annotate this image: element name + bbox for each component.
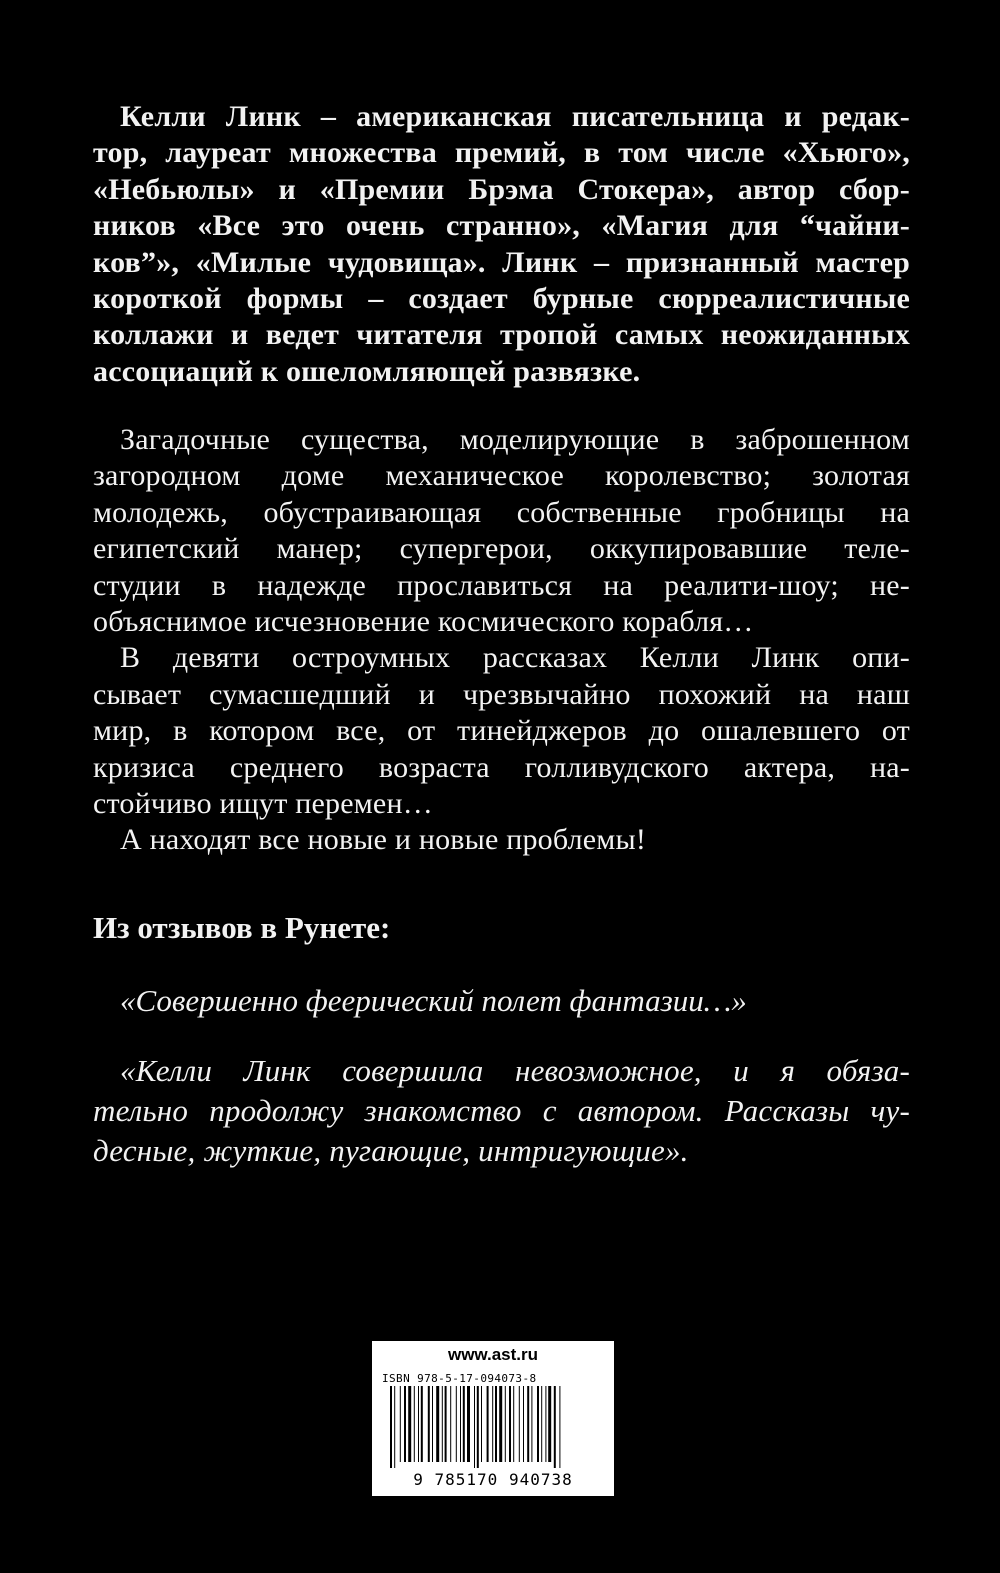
- barcode-bar: [499, 1386, 502, 1462]
- barcode-bar: [481, 1386, 482, 1462]
- barcode-bar: [414, 1386, 415, 1462]
- text-line: «Келли Линк совершила невозможное, и я обяза-: [120, 1053, 910, 1088]
- barcode-bar: [495, 1386, 497, 1462]
- barcode-bar: [548, 1386, 551, 1462]
- barcode-bar: [432, 1386, 433, 1462]
- barcode-bar: [537, 1386, 539, 1462]
- text-line: Келли Линк – американская писательница и редак-: [120, 100, 910, 133]
- barcode-bar: [559, 1386, 560, 1468]
- text-line: мир, в котором все, от тинейджеров до ошалевшего от: [93, 714, 910, 748]
- text-line: тельно продолжу знакомство с автором. Рассказы чу-: [93, 1093, 910, 1128]
- barcode-bar: [450, 1386, 451, 1462]
- barcode-panel: [372, 1341, 614, 1496]
- text-line: В девяти остроумных рассказах Келли Линк опи-: [120, 641, 910, 675]
- barcode-bar: [456, 1386, 457, 1462]
- text-line: ков”», «Милые чудовища». Линк – признанный мастер: [93, 245, 910, 279]
- barcode-digits: 9 785170 940738: [413, 1470, 573, 1489]
- barcode-bar: [492, 1386, 493, 1462]
- text-line: загородном доме механическое королевство; золотая: [93, 459, 910, 493]
- text-line: объяснимое исчезновение космического корабля…: [93, 604, 754, 638]
- barcode-bar: [418, 1386, 419, 1462]
- text-line: молодежь, обустраивающая собственные гробницы на: [93, 495, 910, 529]
- barcode-bar: [460, 1386, 461, 1462]
- barcode-bar: [527, 1386, 529, 1462]
- text-line: А находят все новые и новые проблемы!: [120, 823, 647, 857]
- annotation-paragraph: [93, 422, 910, 859]
- isbn-label: ISBN 978-5-17-094073-8: [382, 1372, 537, 1385]
- barcode-bar: [404, 1386, 406, 1462]
- barcode-bar: [394, 1386, 395, 1468]
- barcode-bar: [400, 1386, 401, 1462]
- barcode-bar: [477, 1386, 479, 1468]
- text-line: ассоциаций к ошеломляющей развязке.: [93, 354, 641, 388]
- text-line: коллажи и ведет читателя тропой самых неожиданных: [93, 318, 910, 352]
- text-line: «Небьюлы» и «Премии Брэма Стокера», автор сбор-: [93, 172, 910, 206]
- barcode-bar: [523, 1386, 524, 1462]
- barcode-bar: [505, 1386, 506, 1462]
- text-line: египетский манер; супергерои, оккупировавшие теле-: [93, 532, 910, 566]
- barcode-bars: [378, 1386, 608, 1470]
- text-line: стойчиво ищут перемен…: [93, 786, 433, 820]
- barcode-bar: [442, 1386, 443, 1462]
- barcode-bar: [390, 1386, 392, 1468]
- barcode-bar: [474, 1386, 475, 1468]
- intro-paragraph: [93, 99, 910, 390]
- barcode-bar: [408, 1386, 411, 1462]
- barcode-bar: [519, 1386, 520, 1462]
- barcode-bar: [541, 1386, 542, 1462]
- barcode-bar: [554, 1386, 556, 1468]
- barcode-bar: [509, 1386, 511, 1462]
- text-line: сывает сумасшедший и чрезвычайно похожий на наш: [93, 677, 910, 711]
- text-line: короткой формы – создает бурные сюрреалистичные: [93, 281, 910, 315]
- text-line: ников «Все это очень странно», «Магия для “чайни-: [93, 209, 910, 243]
- review-quote: [93, 1051, 910, 1171]
- text-line: десные, жуткие, пугающие, интригующие».: [93, 1133, 689, 1168]
- review-quote: «Совершенно феерический полет фантазии…»: [120, 983, 747, 1018]
- barcode-bar: [436, 1386, 439, 1462]
- barcode-bar: [513, 1386, 514, 1462]
- barcode-bar: [463, 1386, 465, 1462]
- barcode-bar: [531, 1386, 532, 1462]
- barcode-bar: [467, 1386, 470, 1462]
- barcode-bar: [487, 1386, 489, 1462]
- barcode-bar: [421, 1386, 423, 1462]
- barcode-bar: [428, 1386, 430, 1462]
- barcode-bar: [545, 1386, 546, 1462]
- text-line: кризиса среднего возраста голливудского актера, на-: [93, 750, 910, 784]
- text-line: тор, лауреат множества премий, в том числе «Хьюго»,: [93, 136, 910, 170]
- barcode-bar: [445, 1386, 447, 1462]
- publisher-url: www.ast.ru: [447, 1345, 539, 1364]
- text-line: студии в надежде прославиться на реалити-шоу; не-: [93, 568, 910, 602]
- reviews-heading: Из отзывов в Рунете:: [93, 910, 391, 945]
- text-line: Загадочные существа, моделирующие в заброшенном: [120, 423, 910, 456]
